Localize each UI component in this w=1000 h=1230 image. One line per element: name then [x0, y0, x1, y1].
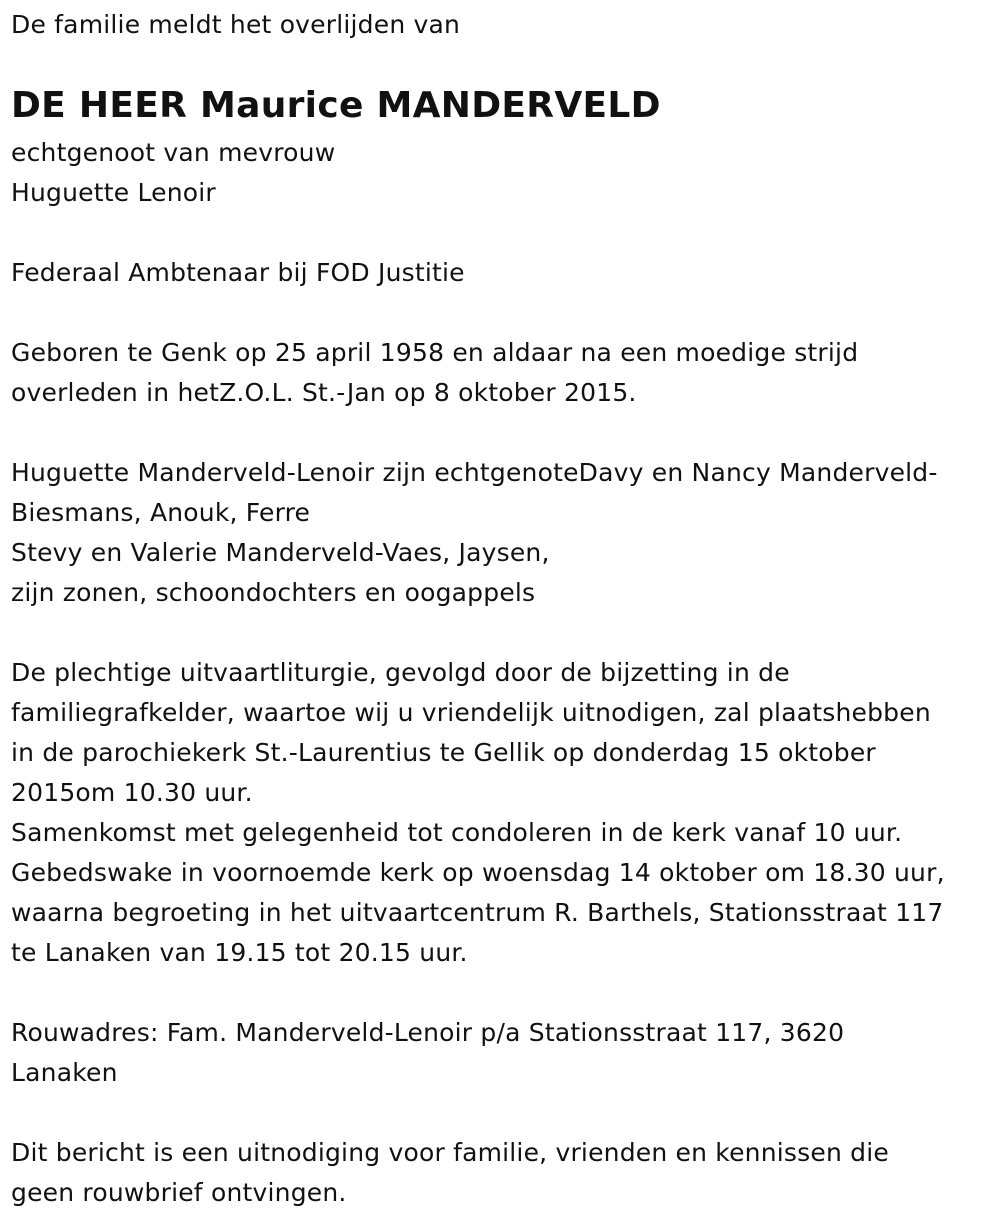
funeral-line: Samenkomst met gelegenheid tot condoleren in de kerk vanaf 10 uur. — [11, 818, 903, 847]
funeral-line: waarna begroeting in het uitvaartcentrum R. Barthels, Stationsstraat 117 — [11, 898, 944, 927]
address-line: Lanaken — [11, 1058, 118, 1087]
closing-line: Dit bericht is een uitnodiging voor familie, vrienden en kennissen die — [11, 1138, 889, 1167]
family-line: Huguette Manderveld-Lenoir zijn echtgenoteDavy en Nancy Manderveld- — [11, 458, 938, 487]
intro-text: De familie meldt het overlijden van — [11, 10, 461, 39]
funeral-line: te Lanaken van 19.15 tot 20.15 uur. — [11, 938, 468, 967]
funeral-line: in de parochiekerk St.-Laurentius te Gellik op donderdag 15 oktober — [11, 738, 876, 767]
occupation-text: Federaal Ambtenaar bij FOD Justitie — [11, 258, 465, 287]
deceased-name: DE HEER Maurice MANDERVELD — [11, 85, 661, 126]
address-line: Rouwadres: Fam. Manderveld-Lenoir p/a Stationsstraat 117, 3620 — [11, 1018, 845, 1047]
funeral-line: 2015om 10.30 uur. — [11, 778, 253, 807]
family-line: Stevy en Valerie Manderveld-Vaes, Jaysen, — [11, 538, 550, 567]
birth-death-line: overleden in hetZ.O.L. St.-Jan op 8 oktober 2015. — [11, 378, 637, 407]
spouse-line: Huguette Lenoir — [11, 178, 216, 207]
funeral-line: De plechtige uitvaartliturgie, gevolgd door de bijzetting in de — [11, 658, 790, 687]
funeral-line: Gebedswake in voornoemde kerk op woensdag 14 oktober om 18.30 uur, — [11, 858, 945, 887]
closing-line: geen rouwbrief ontvingen. — [11, 1178, 347, 1207]
spouse-line: echtgenoot van mevrouw — [11, 138, 336, 167]
family-line: zijn zonen, schoondochters en oogappels — [11, 578, 536, 607]
family-line: Biesmans, Anouk, Ferre — [11, 498, 311, 527]
funeral-line: familiegrafkelder, waartoe wij u vriendelijk uitnodigen, zal plaatshebben — [11, 698, 931, 727]
birth-death-line: Geboren te Genk op 25 april 1958 en aldaar na een moedige strijd — [11, 338, 859, 367]
